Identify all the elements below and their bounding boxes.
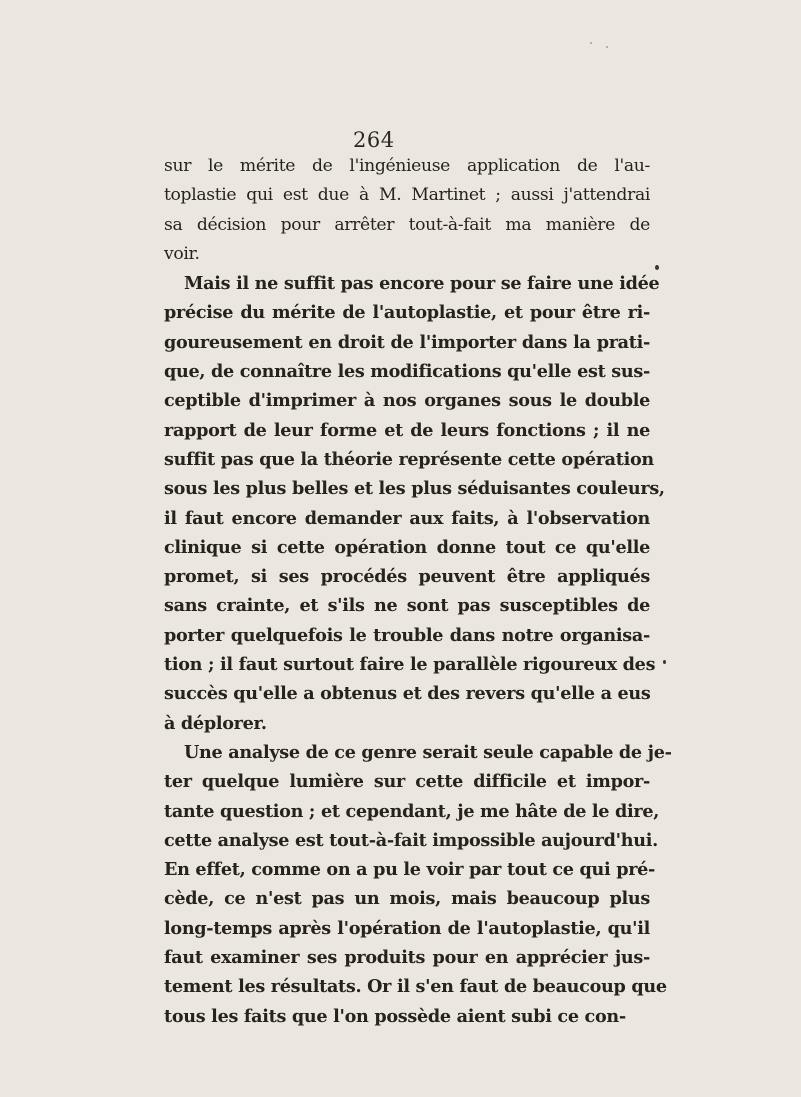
text-line: goureusement en droit de l'importer dans la prati- (164, 331, 650, 353)
text-line: ceptible d'imprimer à nos organes sous le double (164, 390, 650, 412)
text-line: sa décision pour arrêter tout-à-fait ma manière de (164, 214, 650, 235)
text-line: clinique si cette opération donne tout ce qu'elle (164, 536, 650, 558)
text-line: il faut encore demander aux faits, à l'observation (164, 507, 650, 529)
text-line: tante question ; et cependant, je me hâte de le dire, (164, 800, 660, 822)
text-line: sur le mérite de l'ingénieuse application de l'au- (164, 156, 650, 176)
text-line: cette analyse est tout-à-fait impossible aujourd'hui. (164, 829, 658, 851)
text-line: suffit pas que la théorie représente cette opération (164, 448, 654, 470)
text-line: tement les résultats. Or il s'en faut de beaucoup que (164, 976, 667, 998)
text-line: ter quelque lumière sur cette difficile et impor- (164, 771, 650, 793)
text-line: porter quelquefois le trouble dans notre organisa- (164, 624, 650, 646)
text-line: tion ; il faut surtout faire le parallèle rigoureux des (164, 654, 656, 676)
page-number: 264 (353, 128, 395, 152)
paper-speck (655, 265, 659, 270)
paper-speck (606, 46, 608, 48)
text-line: précise du mérite de l'autoplastie, et pour être ri- (164, 302, 650, 324)
paragraph-3 (164, 738, 672, 1031)
paragraph-1 (164, 152, 650, 269)
text-line: faut examiner ses produits pour en apprécier jus- (164, 947, 650, 969)
text-line: voir. (164, 243, 200, 264)
text-line: à déplorer. (164, 712, 267, 734)
text-line: promet, si ses procédés peuvent être appliqués (164, 566, 650, 588)
text-line: Une analyse de ce genre serait seule capable de je- (184, 741, 672, 763)
text-line: rapport de leur forme et de leurs fonctions ; il ne (164, 419, 650, 441)
text-line: succès qu'elle a obtenus et des revers qu'elle a eus (164, 683, 651, 705)
text-line: En effet, comme on a pu le voir par tout ce qui pré- (164, 859, 656, 881)
text-line: Mais il ne suffit pas encore pour se faire une idée (184, 273, 660, 295)
text-line: toplastie qui est due à M. Martinet ; aussi j'attendrai (164, 185, 650, 206)
body-text (164, 152, 672, 1031)
paragraph-2 (164, 269, 665, 738)
text-line: long-temps après l'opération de l'autoplastie, qu'il (164, 917, 650, 939)
text-line: que, de connaître les modifications qu'elle est sus- (164, 361, 650, 383)
text-line: sans crainte, et s'ils ne sont pas susceptibles de (164, 595, 650, 617)
paper-speck (590, 42, 592, 44)
text-line: cède, ce n'est pas un mois, mais beaucoup plus (164, 888, 650, 910)
text-line: tous les faits que l'on possède aient subi ce con- (164, 1005, 626, 1027)
text-line: sous les plus belles et les plus séduisantes couleurs, (164, 478, 665, 500)
paper-speck (663, 660, 666, 664)
